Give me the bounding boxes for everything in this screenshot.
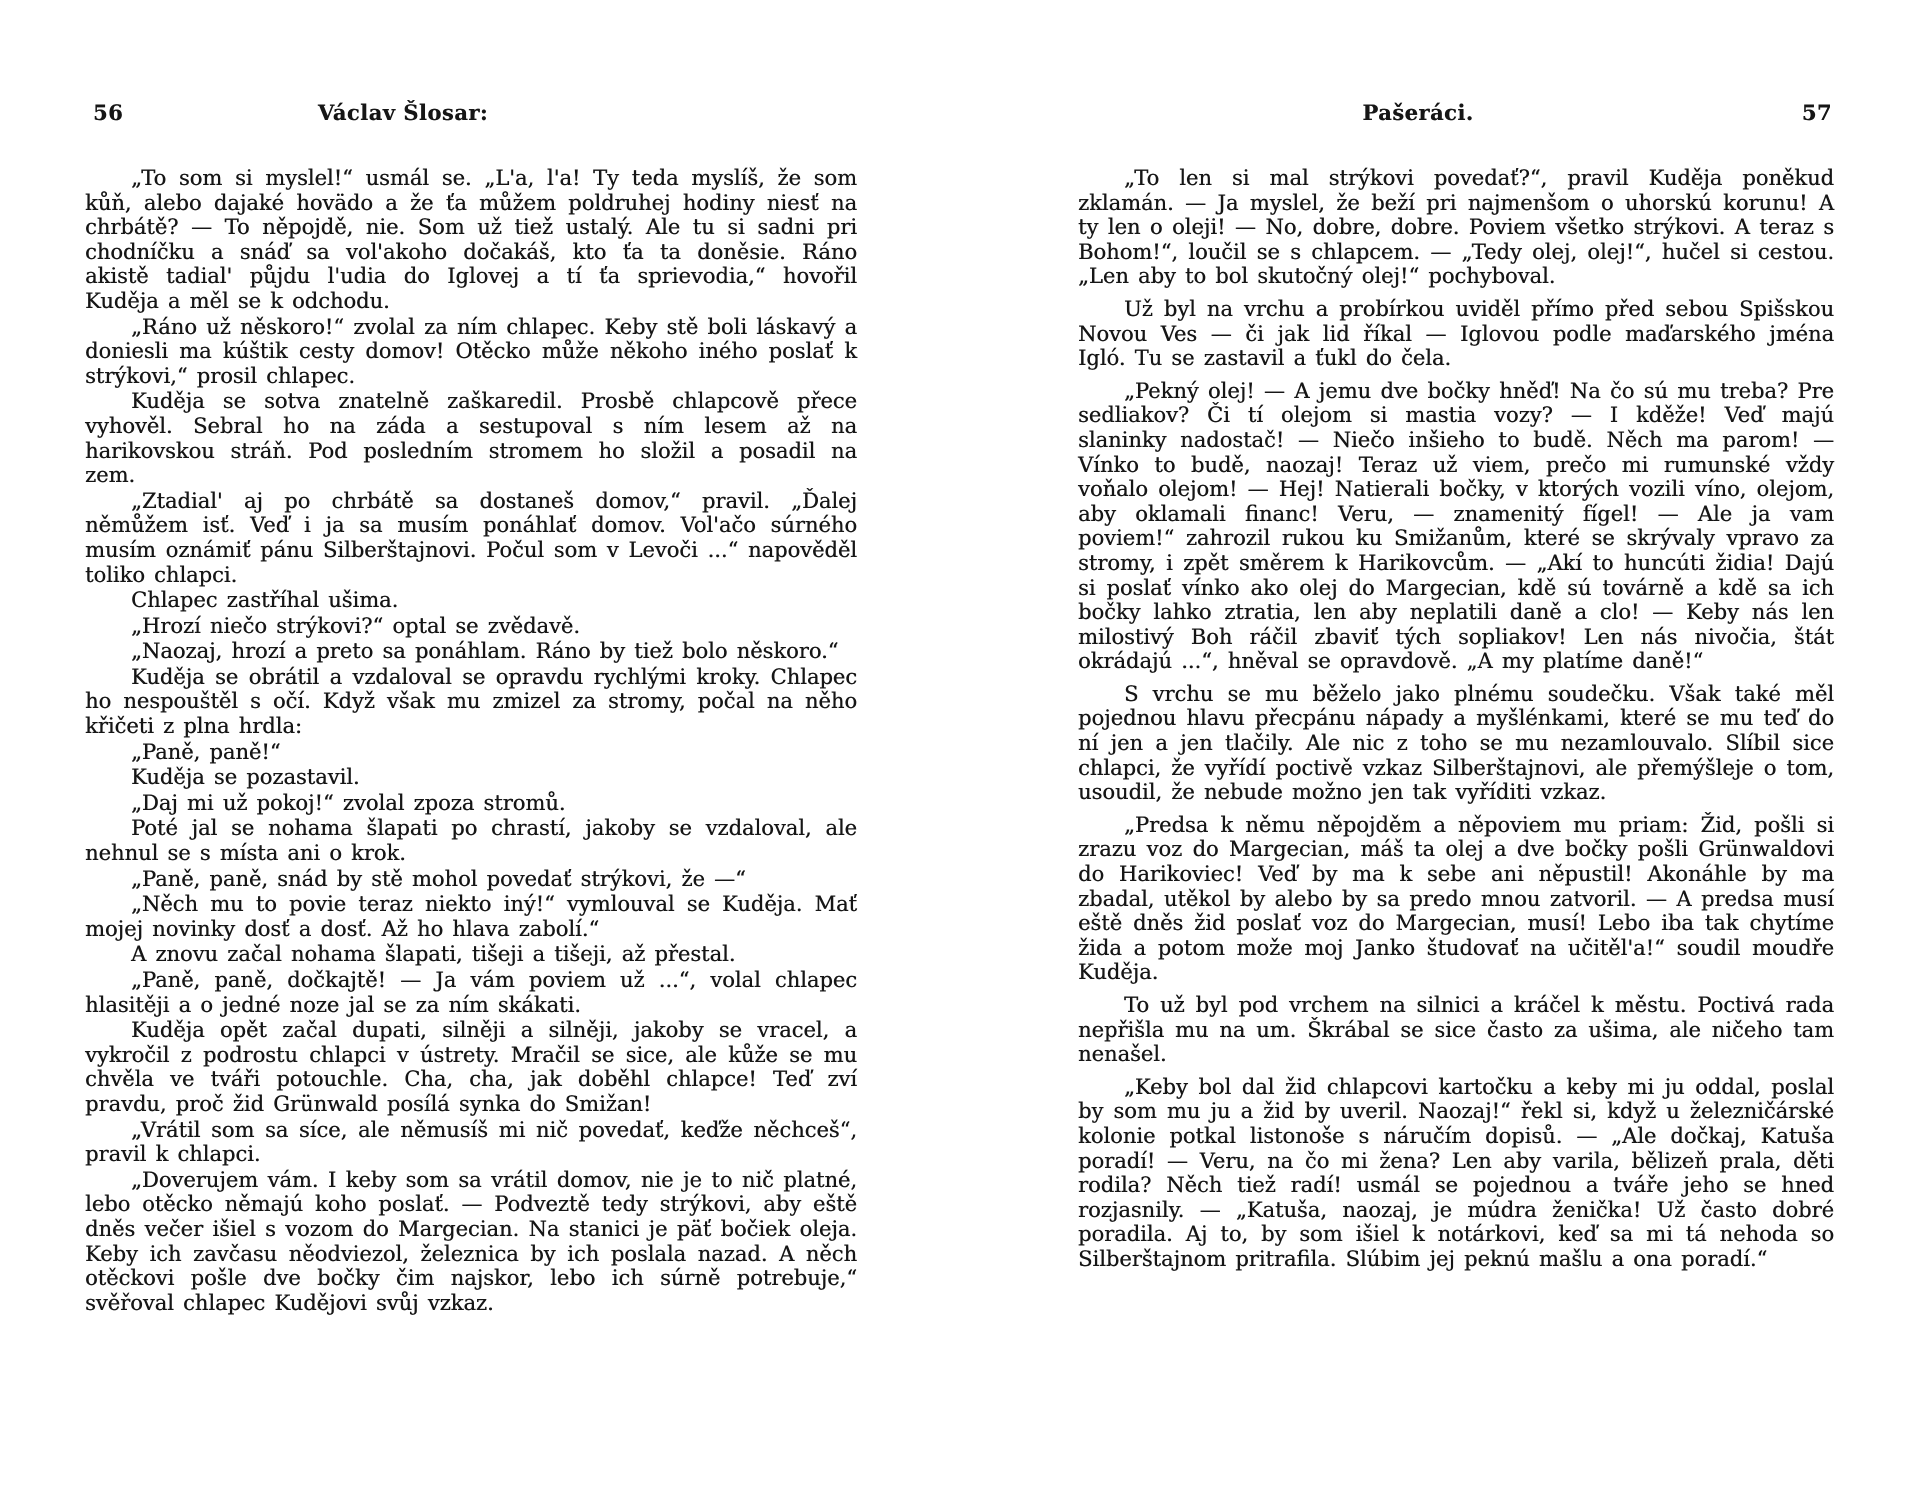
page-number-left: 56 <box>93 100 124 125</box>
page-header-right <box>1078 100 1834 126</box>
running-header-title: Pašeráci. <box>1362 100 1474 125</box>
paragraph: „Ráno už něskoro!“ zvolal za ním chlapec. Keby stě boli láskavý a doniesli ma kúštik cesty domov! Otěcko může někoho iného poslať k strýkovi,“ prosil chlapec. <box>85 314 857 388</box>
paragraph: „Daj mi už pokoj!“ zvolal zpoza stromů. <box>131 790 566 815</box>
paragraph: „Predsa k němu něpojděm a něpoviem mu priam: Žid, pošli si zrazu voz do Margecian, máš ta olej a dve bočky pošli Grünwaldovi do Harikoviec! Veď by ma k sebe ani něpustil! Akonáhle by ma zbadal, utěkol by alebo by sa predo mnou zatvoril. — A predsa musí eště dněs žid poslať voz do Margecian, musí! Lebo iba tak chytíme žida a potom može moj Janko študovať na učitěl'a!“ soudil moudře Kuděja. <box>1078 812 1834 985</box>
paragraph: „Paně, paně, snád by stě mohol povedať strýkovi, že —“ <box>131 866 746 891</box>
paragraph: „Naozaj, hrozí a preto sa ponáhlam. Ráno by tiež bolo něskoro.“ <box>131 639 839 664</box>
paragraph: Chlapec zastříhal ušima. <box>131 588 399 613</box>
paragraph: S vrchu se mu běželo jako plnému soudečku. Však také měl pojednou hlavu přecpánu nápady a myšlénkami, které se mu teď do ní jen a jen tlačily. Ale nic z toho se mu nezamlouvalo. Slíbil sice chlapci, že vyřídí poctivě vzkaz Silberštajnovi, ale přemýšleje o tom, usoudil, že nebude možno jen tak vyříditi vzkaz. <box>1078 681 1834 805</box>
paragraph: „Ztadial' aj po chrbátě sa dostaneš domov,“ pravil. „Ďalej němůžem isť. Veď i ja sa musím ponáhlať domov. Vol'ačo súrného musím oznámiť pánu Silberštajnovi. Počul som v Levoči ...“ napověděl toliko chlapci. <box>85 488 857 587</box>
paragraph: Kuděja se sotva znatelně zaškaredil. Prosbě chlapcově přece vyhověl. Sebral ho na záda a sestupoval s ním lesem až na harikovskou stráň. Pod posledním stromem ho složil a posadil na zem. <box>85 389 857 488</box>
paragraph: Už byl na vrchu a probírkou uviděl přímo před sebou Spišskou Novou Ves — či jak lid říkal — Iglovou podle maďarského jména Igló. Tu se zastavil a ťukl do čela. <box>1078 296 1834 371</box>
paragraph: Kuděja se pozastavil. <box>131 765 360 790</box>
paragraph: „Paně, paně, dočkajtě! — Ja vám poviem už ...“, volal chlapec hlasitěji a o jedné noze jal se za ním skákati. <box>85 968 857 1017</box>
paragraph: Poté jal se nohama šlapati po chrastí, jakoby se vzdaloval, ale nehnul se s místa ani o krok. <box>85 816 857 866</box>
running-header-author: Václav Šlosar: <box>317 100 489 125</box>
page-body-left <box>85 166 857 1315</box>
page-header-left <box>85 100 857 126</box>
paragraph: A znovu začal nohama šlapati, tišeji a tišeji, až přestal. <box>131 942 736 967</box>
page-number-right: 57 <box>1801 100 1832 125</box>
paragraph: „Keby bol dal žid chlapcovi kartočku a keby mi ju oddal, poslal by som mu ju a žid by uveril. Naozaj!“ řekl si, když u železničárské kolonie potkal listonoše s náručím dopisů. — „Ale dočkaj, Katuša poradí! — Veru, na čo mi žena? Len aby varila, bělizeň prala, děti rodila? Něch tiež radí! usmál se pojednou a tváře jeho se hned rozjasnily. — „Katuša, naozaj, je múdra ženička! Už často dobré poradila. Aj to, by som išiel k notárkovi, keď sa mi tá nehoda so Silberštajnom pritrafila. Slúbim jej peknú mašlu a ona poradí.“ <box>1078 1074 1834 1271</box>
page-right <box>1078 0 1834 1271</box>
paragraph: Kuděja se obrátil a vzdaloval se opravdu rychlými kroky. Chlapec ho nespouštěl s očí. Když však mu zmizel za stromy, počal na něho křičeti z plna hrdla: <box>85 664 857 739</box>
paragraph: „Hrozí niečo strýkovi?“ optal se zvědavě. <box>131 613 580 638</box>
paragraph: „To som si myslel!“ usmál se. „L'a, l'a! Ty teda myslíš, že som kůň, alebo dajaké hovädo a že ťa můžem poldruhej hodiny niesť na chrbátě? — To něpojdě, nie. Som už tiež ustalý. Ale tu si sadni pri chodníčku a snáď sa vol'akoho dočakáš, kto ťa ta doněsie. Ráno akistě tadial' půjdu l'udia do Iglovej a tí ťa sprievodia,“ hovořil Kuděja a měl se k odchodu. <box>85 166 857 313</box>
paragraph: „Vrátil som sa síce, ale němusíš mi nič povedať, keďže něchceš“, pravil k chlapci. <box>85 1117 857 1167</box>
paragraph: „Paně, paně!“ <box>131 739 281 764</box>
paragraph: „Něch mu to povie teraz niekto iný!“ vymlouval se Kuděja. Mať mojej novinky dosť a dosť. Až ho hlava zabolí.“ <box>85 892 857 941</box>
page-body-right <box>1078 166 1834 1272</box>
page-left <box>85 0 857 1315</box>
paragraph: „To len si mal strýkovi povedať?“, pravil Kuděja poněkud zklamán. — Ja myslel, že beží pri najmenšom o uhorskú korunu! A ty len o oleji! — No, dobre, dobre. Poviem všetko strýkovi. A teraz s Bohom!“, loučil se s chlapcem. — „Tedy olej, olej!“, hučel si cestou. „Len aby to bol skutočný olej!“ pochyboval. <box>1078 166 1834 289</box>
paragraph: Kuděja opět začal dupati, silněji a silněji, jakoby se vracel, a vykročil z podrostu chlapci v ústrety. Mračil se sice, ale kůže se mu chvěla ve tváři potouchle. Cha, cha, jak doběhl chlapce! Teď zví pravdu, proč žid Grünwald posílá synka do Smižan! <box>85 1018 857 1116</box>
paragraph: „Pekný olej! — A jemu dve bočky hněď! Na čo sú mu treba? Pre sedliakov? Či tí olejom si mastia vozy? — I kděže! Veď majú slaninky nadostač! — Niečo inšieho to budě. Něch ma parom! — Vínko to budě, naozaj! Teraz už viem, prečo mi rumunské vždy voňalo olejom! — Hej! Natierali bočky, v ktorých vozili víno, olejom, aby oklamali financ! Veru, — znamenitý fígel! — Ale ja vam poviem!“ zahrozil rukou ku Smižanům, které se skrývaly vpravo za stromy, i zpět směrem k Harikovcům. — „Akí to huncúti židia! Dajú si poslať vínko ako olej do Margecian, kdě sú továrně a kdě sa ich bočky lahko ztratia, len aby neplatili daně a clo! — Keby nás len milostivý Boh ráčil zbaviť tých sopliakov! Len nás nivočia, štát okrádajú ...“, hněval se opravdově. „A my platíme daně!“ <box>1078 378 1834 674</box>
paragraph: „Doverujem vám. I keby som sa vrátil domov, nie je to nič platné, lebo otěcko němajú koho poslať. — Podveztě tedy strýkovi, aby eště dněs večer išiel s vozom do Margecian. Na stanici je päť bočiek oleja. Keby ich zavčasu něodviezol, železnica by ich poslala nazad. A něch otěckovi pošle dve bočky čim najskor, lebo ich súrně potrebuje,“ svěřoval chlapec Kudějovi svůj vzkaz. <box>85 1167 857 1315</box>
paragraph: To už byl pod vrchem na silnici a kráčel k městu. Poctivá rada nepřišla mu na um. Škrábal se sice často za ušima, ale ničeho tam nenašel. <box>1078 993 1834 1067</box>
